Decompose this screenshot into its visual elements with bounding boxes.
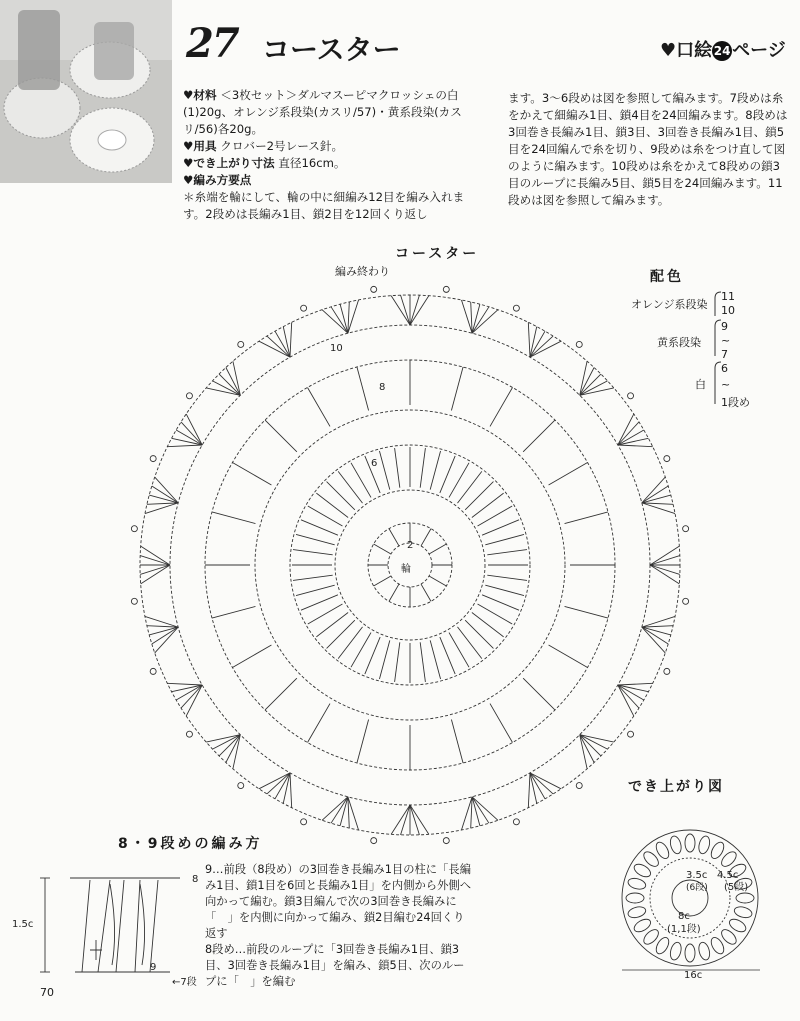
row-label-2: 2	[407, 540, 414, 551]
legend-row-2: 黄系段染	[657, 336, 701, 349]
tools-label: ♥ 用具	[183, 139, 217, 153]
legend-row-3: 白	[695, 378, 706, 391]
row-label-10: 10	[330, 343, 343, 354]
legend-brace	[713, 290, 723, 408]
legend-title: 配色	[650, 269, 684, 285]
svg-text:16c: 16c	[684, 970, 703, 981]
svg-text:(6段): (6段)	[686, 883, 708, 893]
materials-label: ♥ 材料	[183, 88, 217, 102]
center-label: 輪	[401, 564, 411, 575]
page-number: 70	[40, 986, 54, 999]
size-text: 直径16cm。	[278, 156, 346, 170]
svg-text:9: 9	[150, 962, 157, 973]
instructions-left	[183, 87, 483, 223]
chart-title: コースター	[395, 246, 480, 262]
svg-text:(5段): (5段)	[724, 882, 749, 893]
svg-text:1.5c: 1.5c	[12, 919, 34, 930]
method-text-2: ます。3～6段めは図を参照して編みます。7段めは糸をかえて細編み1目、鎖4目を24回編みます。8段めは3回巻き長編み1目、鎖3目、3回巻き長編み1目、鎖5目を24回編んで糸を切り、9段めは糸をつけ直して図のように編みます。10段めは糸をかえて8段めの鎖3目のループに長編み5目、鎖5目を24回編みます。11段めは図を参照して編みます。	[508, 91, 788, 207]
reference-page-badge: 24	[712, 41, 732, 61]
pattern-number: 27	[186, 20, 238, 67]
svg-text:8: 8	[192, 874, 199, 885]
finished-title: でき上がり図	[628, 779, 724, 795]
row-label-6: 6	[371, 458, 378, 469]
note-row-8: 8段め…前段のループに「3回巻き長編み1目、鎖3目、3回巻き長編み1目」を編み、鎖5目、次のループに「 」を編む	[205, 943, 465, 988]
page-title: コースター	[262, 33, 401, 66]
svg-text:3.5c: 3.5c	[686, 870, 708, 881]
end-label: 編み終わり	[335, 265, 390, 278]
legend-row-1: オレンジ系段染	[631, 298, 708, 311]
product-photo	[0, 0, 172, 183]
instructions-right	[508, 90, 788, 209]
materials-text: ＜3枚セット＞ダルマスーピマクロッシェの白(1)20g、オレンジ系段染(カスリ/57)・黄系段染(カスリ/56)各20g。	[183, 88, 462, 136]
method-text-1: ＊糸端を輪にして、輪の中に細編み12目を編み入れます。2段めは長編み1目、鎖2目を12回くり返し	[183, 190, 465, 221]
svg-text:4.5c: 4.5c	[717, 870, 739, 881]
rows89-title: 8・9段めの編み方	[118, 836, 263, 852]
row-label-8: 8	[379, 382, 386, 393]
size-label: ♥ でき上がり寸法	[183, 156, 275, 170]
tools-text: クロバー2号レース針。	[220, 139, 344, 153]
note-row-9: 9…前段（8段め）の3回巻き長編み1目の柱に「長編み1目、鎖1目を6回と長編み1目」を内側から外側へ向かって編む。鎖3目編んで次の3回巻き長編みに「 」を内側に向かって編み、鎖2目編む24回くり返す	[205, 863, 471, 940]
method-label: ♥ 編み方要点	[183, 173, 251, 187]
heart-icon: ♥	[660, 40, 677, 61]
rows89-notes	[205, 862, 475, 990]
svg-text:8c: 8c	[678, 911, 690, 922]
svg-text:(1,1段): (1,1段)	[667, 924, 701, 935]
svg-text:←7段: ←7段	[172, 977, 197, 988]
reference-link: ♥口絵 24ページ	[660, 40, 786, 61]
